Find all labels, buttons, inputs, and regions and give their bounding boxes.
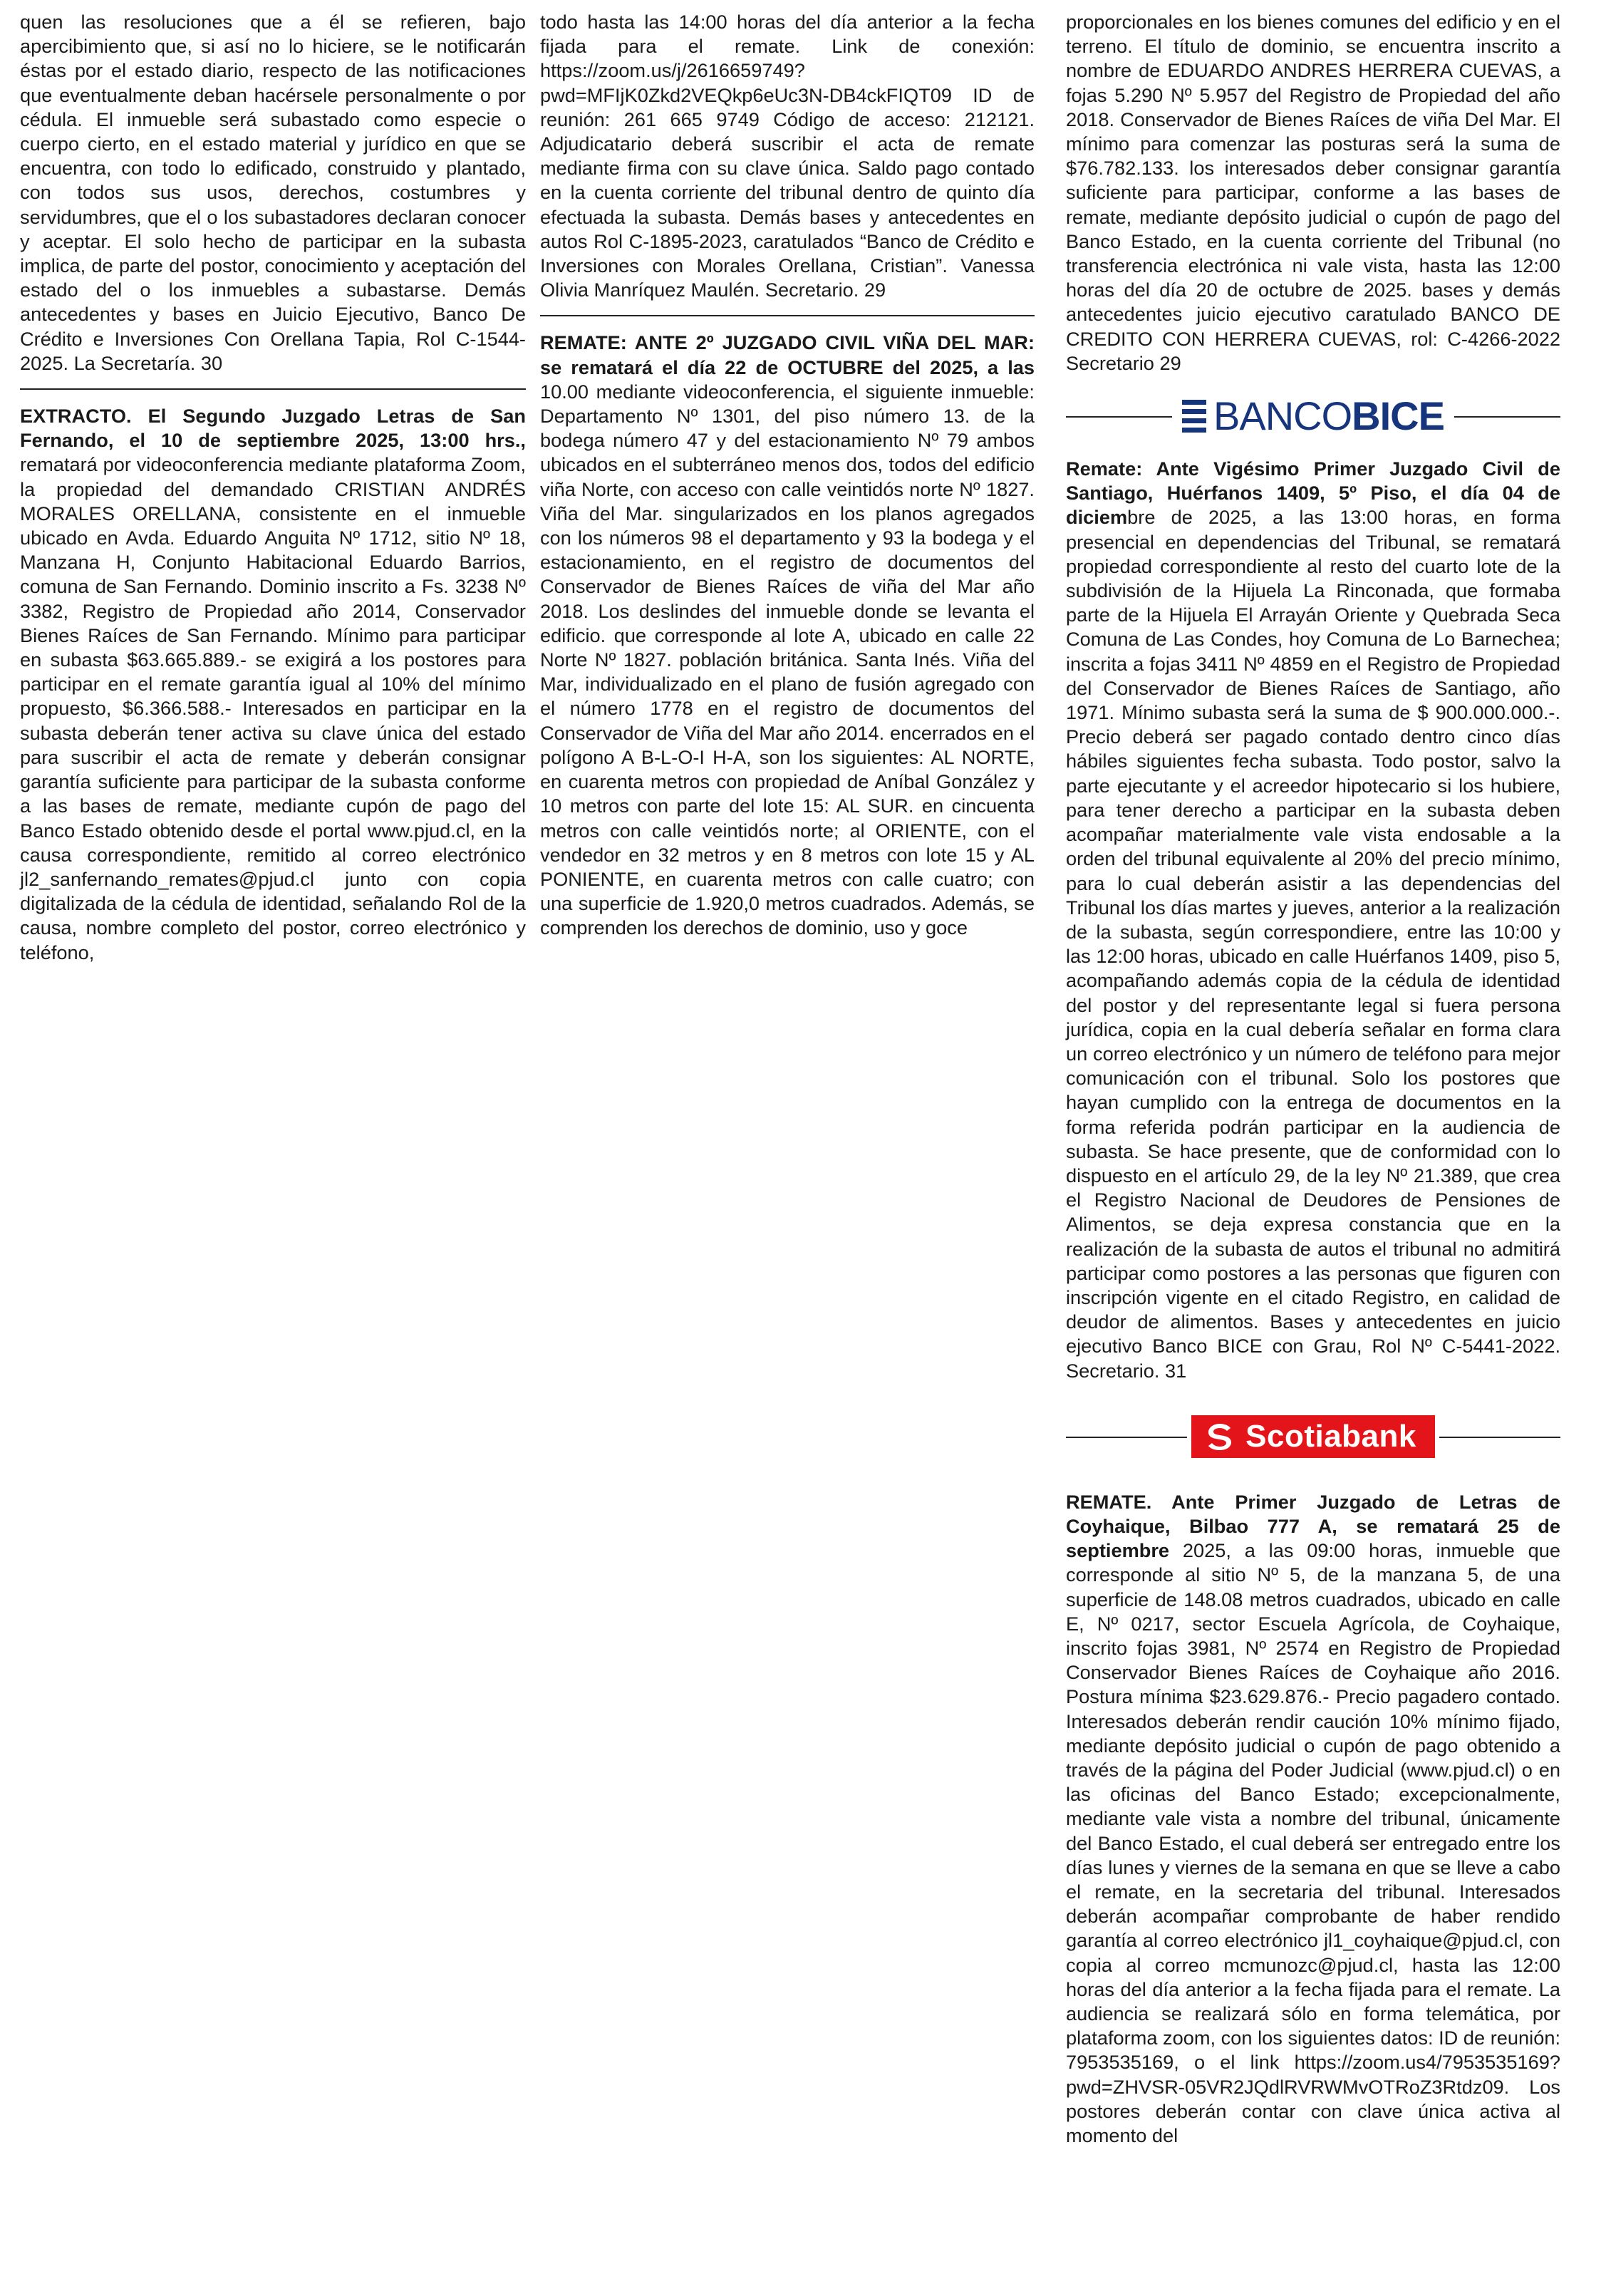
notice-continuation: quen las resoluciones que a él se refieren, bajo apercibimiento que, si así no lo hiciere, se le notificarán éstas por el estado diario, respecto de las notificaciones que eventualmente deban hacérsele personalmente o por cédula. El inmueble será subastado como especie o cuerpo cierto, en el estado material y jurídico en que se encuentra, con todo lo edificado, construido y plantado, con todos sus usos, derechos, costumbres y servidumbres, que el o los subastadores declaran conocer y aceptar. El solo hecho de participar en la subasta implica, de parte del postor, conocimiento y aceptación del estado del o los inmuebles a subastarse. Demás antecedentes y bases en Juicio Ejecutivo, Banco De Crédito e Inversiones Con Orellana Tapia, Rol C-1544-2025. La Secretaría. 30 [20, 11, 526, 374]
notice-continuation: proporcionales en los bienes comunes del edificio y en el terreno. El título de dominio, se encuentra inscrito a nombre de EDUARDO ANDRES HERRERA CUEVAS, a fojas 5.290 Nº 5.957 del Registro de Propiedad del año 2018. Conservador de Bienes Raíces de viña Del Mar. El mínimo para comenzar las posturas será la suma de $76.782.133. los interesados deber consignar garantía suficiente para participar, conforme a las bases de remate, mediante depósito judicial o cupón de pago del Banco Estado, en la cuenta corriente del Tribunal (no transferencia electrónica ni vale vista, hasta las 12:00 horas del día 20 de octubre de 2025. bases y demás antecedentes juicio ejecutivo caratulado BANCO DE CREDITO CON HERRERA CUEVAS, rol: C-4266-2022 Secretario 29 [1066, 11, 1560, 374]
notice-heading: REMATE. Ante Primer Juzgado de Letras de Coyhaique, Bilbao 777 A, se rematará 25 de septiembre [1066, 1490, 1560, 1562]
notice-continuation: todo hasta las 14:00 horas del día anterior a la fecha fijada para el remate. Link de conexión: https://zoom.us/j/2616659749?pwd=MFIjK0Zkd2VEQkp6eUc3N-DB4ckFIQT09 ID de reunión: 261 665 9749 Código de acceso: 212121. Adjudicatario deberá suscribir el acta de remate mediante firma con su clave única. Saldo pago contado en la cuenta corriente del tribunal dentro de quinto día efectuada la subasta. Demás bases y antecedentes en autos Rol C-1895-2023, caratulados “Banco de Crédito e Inversiones con Morales Orellana, Cristian”. Vanessa Olivia Manríquez Maulén. Secretario. 29 [540, 11, 1035, 301]
notice-vina-del-mar [540, 331, 1035, 940]
column-2 [540, 10, 1035, 941]
notice-heading: EXTRACTO. El Segundo Juzgado Letras de San Fernando, el 10 de septiembre 2025, 13:00 hrs., [20, 405, 526, 452]
bice-wordmark: BANCOBICE [1213, 393, 1444, 439]
notice-heading: REMATE: ANTE 2º JUZGADO CIVIL VIÑA DEL MAR: se rematará el día 22 de OCTUBRE del 2025, a las [540, 331, 1035, 378]
notice-coyhaique [1066, 1490, 1560, 2148]
notice-body: 10.00 mediante videoconferencia, el siguiente inmueble: Departamento Nº 1301, del piso número 13. de la bodega número 47 y del estacionamiento Nº 79 ambos ubicados en el subterráneo menos dos, todos del edificio viña Norte, con acceso con calle veintidós norte Nº 1827. Viña del Mar. singularizados en los planos agregados con los números 98 el departamento y 93 la bodega y el estacionamiento, en el registro de documentos del Conservador de Bienes Raíces de viña del Mar año 2018. Los deslindes del inmueble donde se levanta el edificio. que corresponde al lote A, ubicado en calle 22 Norte Nº 1827. población británica. Santa Inés. Viña del Mar, individualizado en el plano de fusión agregado con el número 1778 en el registro de documentos del Conservador de Viña del Mar año 2014. encerrados en el polígono A B-L-O-I H-A, son los siguientes: AL NORTE, en cuarenta metros con propiedad de Aníbal González y 10 metros con parte del lote 15: AL SUR. en cincuenta metros con calle veintidós norte; al ORIENTE, con el vendedor en 32 metros y en 8 metros con lote 15 y AL PONIENTE, en cuarenta metros con calle cuatro; con una superficie de 1.920,0 metros cuadrados. Además, se comprenden los derechos de dominio, uso y goce [540, 380, 1035, 939]
bancobice-logo [1172, 393, 1454, 439]
notice-body: rematará por videoconferencia mediante plataforma Zoom, la propiedad del demandado CRISTIAN ANDRÉS MORALES ORELLANA, consistente en el inmueble ubicado en Avda. Eduardo Anguita Nº 1712, sitio Nº 18, Manzana H, Conjunto Habitacional Eduardo Barrios, comuna de San Fernando. Dominio inscrito a Fs. 3238 Nº 3382, Registro de Propiedad año 2014, Conservador Bienes Raíces de San Fernando. Mínimo para participar en subasta $63.665.889.- se exigirá a los postores para participar en el remate garantía igual al 10% del mínimo propuesto, $6.366.588.- Interesados en participar en la subasta deberán tener activa su clave única del estado para suscribir el acta de remate y deberán consignar garantía suficiente para participar de la subasta conforme a las bases de remate, mediante cupón de pago del Banco Estado obtenido desde el portal www.pjud.cl, en la causa correspondiente, remitido al correo electrónico jl2_sanfernando_remates@pjud.cl junto con copia digitalizada de la cédula de identidad, señalando Rol de la causa, nombre completo del postor, correo electrónico y teléfono, [20, 453, 526, 963]
divider [540, 315, 1035, 316]
scotiabank-logo-row [1066, 1405, 1560, 1469]
column-3 [1066, 10, 1560, 2148]
bice-stripes-icon [1182, 400, 1206, 433]
notice-santiago [1066, 457, 1560, 1383]
divider [20, 388, 526, 390]
bice-logo-row [1066, 391, 1560, 441]
column-1 [20, 10, 526, 965]
scotiabank-logo [1187, 1411, 1439, 1462]
notice-body: 2025, a las 09:00 horas, inmueble que corresponde al sitio Nº 5, de la manzana 5, de una superficie de 148.08 metros cuadrados, ubicado en calle E, Nº 0217, sector Escuela Agrícola, de Coyhaique, inscrito fojas 3981, Nº 2574 en Registro de Propiedad Conservador Bienes Raíces de Coyhaique año 2016. Postura mínima $23.629.876.- Precio pagadero contado. Interesados deberán rendir caución 10% mínimo fijado, mediante depósito judicial o cupón de pago obtenido a través de la página del Poder Judicial (www.pjud.cl) o en las oficinas del Banco Estado; excepcionalmente, mediante vale vista a nombre del tribunal, únicamente del Banco Estado, el cual deberá ser entregado entre los días lunes y viernes de la semana en que se lleve a cabo el remate, en la secretaria del tribunal. Interesados deberán acompañar comprobante de haber rendido garantía al correo electrónico jl1_coyhaique@pjud.cl, con copia al correo mcmunozc@pjud.cl, hasta las 12:00 horas del día anterior a la fecha fijada para el remate. La audiencia se realizará sólo en forma telemática, por plataforma zoom, con los siguientes datos: ID de reunión: 7953535169, o el link https://zoom.us4/7953535169?pwd=ZHVSR-05VR2JQdlRVRWMvOTRoZ3Rtdz09. Los postores deberán contar con clave única activa al momento del [1066, 1539, 1560, 2147]
notice-heading: Remate: Ante Vigésimo Primer Juzgado Civil de Santiago, Huérfanos 1409, 5º Piso, el día 04 de diciem [1066, 457, 1560, 529]
scotiabank-s-icon [1204, 1421, 1235, 1452]
notice-san-fernando [20, 404, 526, 965]
notice-body: bre de 2025, a las 13:00 horas, en forma presencial en dependencias del Tribunal, se rematará propiedad correspondiente al resto del cuarto lote de la subdivisión de la Hijuela La Rinconada, que formaba parte de la Hijuela El Arrayán Oriente y Quebrada Seca Comuna de Las Condes, hoy Comuna de Lo Barnechea; inscrita a fojas 3411 Nº 4859 en el Registro de Propiedad del Conservador de Bienes Raíces de Santiago, año 1971. Mínimo subasta será la suma de $ 900.000.000.-. Precio deberá ser pagado contado dentro cinco días hábiles siguientes fecha subasta. Todo postor, salvo la parte ejecutante y el acreedor hipotecario si los hubiere, para tener derecho a participar en la subasta deben acompañar materialmente vale vista endosable a la orden del tribunal equivalente al 20% del precio mínimo, para lo cual deberán asistir a las dependencias del Tribunal los días martes y jueves, anterior a la realización de la subasta, según correspondiere, entre las 10:00 y las 12:00 horas, ubicado en calle Huérfanos 1409, piso 5, acompañando además copia de la cédula de identidad del postor y del representante legal si fuera persona jurídica, copia en la cual debería señalar en forma clara un correo electrónico y un número de teléfono para mejor comunicación con el tribunal. Solo los postores que hayan cumplido con la entrega de documentos en la forma referida podrán participar en la audiencia de subasta. Se hace presente, que de conformidad con lo dispuesto en el artículo 29, de la ley Nº 21.389, que crea el Registro Nacional de Deudores de Pensiones de Alimentos, se deja expresa constancia que en la realización de la subasta de autos el tribunal no admitirá participar como postores a las personas que figuren con inscripción vigente en el citado Registro, en calidad de deudor de alimentos. Bases y antecedentes en juicio ejecutivo Banco BICE con Grau, Rol Nº C-5441-2022. Secretario. 31 [1066, 506, 1560, 1382]
scotiabank-wordmark: Scotiabank [1245, 1418, 1416, 1454]
